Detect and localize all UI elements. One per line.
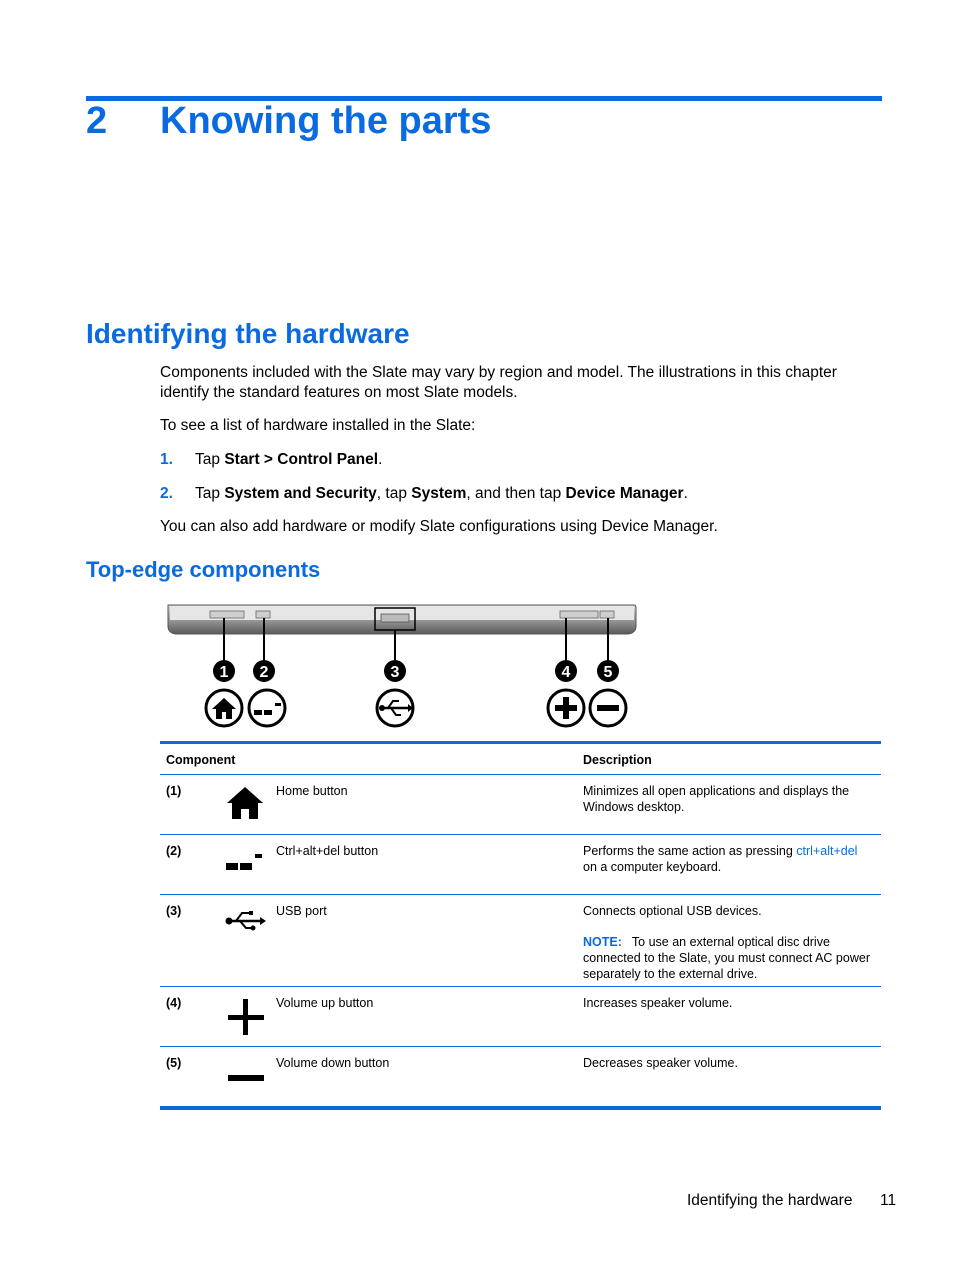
usb-icon: [224, 901, 266, 943]
component-description: Increases speaker volume.: [583, 996, 733, 1010]
table-bottom-rule: [160, 1106, 881, 1110]
component-description: Decreases speaker volume.: [583, 1056, 738, 1070]
component-name: Volume up button: [276, 996, 374, 1010]
step-text: Tap Start > Control Panel.: [195, 451, 383, 468]
callout-5: [597, 660, 619, 682]
svg-text:2: 2: [259, 664, 269, 681]
row-number: (3): [166, 904, 182, 918]
plus-icon: [224, 993, 266, 1035]
svg-text:1: 1: [219, 664, 229, 681]
ctrl-alt-del-badge-icon: [249, 690, 285, 726]
callout-3: [384, 660, 406, 682]
header-component: Component: [166, 753, 236, 767]
subsection-title: Top-edge components: [86, 557, 321, 582]
row-number: (4): [166, 996, 182, 1010]
ctrl-alt-del-link: ctrl+alt+del: [796, 844, 858, 858]
intro-paragraph: Components included with the Slate may vary by region and model. The illustrations in this chapter identify the standard features on most Slate models.: [160, 364, 837, 401]
callout-4: [555, 660, 577, 682]
ctrl-alt-del-icon: [224, 841, 266, 883]
table-row: [160, 987, 881, 1047]
footer-section-title: Identifying the hardware: [687, 1192, 853, 1209]
top-edge-illustration: [160, 600, 640, 735]
component-description: Performs the same action as pressing ctrl+alt+del on a computer keyboard.: [583, 844, 858, 874]
home-badge-icon: [206, 690, 242, 726]
page-number: 11: [880, 1192, 897, 1209]
minus-badge-icon: [590, 690, 626, 726]
step-number: 2.: [160, 485, 173, 502]
component-description: Connects optional USB devices. NOTE: To use an external optical disc drive connected to the Slate, you must connect AC power separately to the external drive.: [583, 903, 873, 982]
step-text: Tap System and Security, tap System, and then tap Device Manager.: [195, 485, 688, 502]
home-icon: [224, 781, 266, 823]
svg-text:4: 4: [561, 664, 571, 681]
minus-icon: [224, 1053, 266, 1095]
note: NOTE: To use an external optical disc drive connected to the Slate, you must connect AC power separately to the external drive.: [583, 935, 870, 981]
table-header: [160, 744, 881, 775]
callout-2: [253, 660, 275, 682]
step-number: 1.: [160, 451, 173, 468]
row-number: (2): [166, 844, 182, 858]
table-row: [160, 1047, 881, 1106]
chapter-number: 2: [86, 100, 108, 142]
component-name: Home button: [276, 784, 348, 798]
usb-badge-icon: [377, 690, 413, 726]
section-title: Identifying the hardware: [86, 318, 410, 349]
table-row: [160, 835, 881, 895]
lead-paragraph: To see a list of hardware installed in the Slate:: [160, 417, 476, 434]
plus-badge-icon: [548, 690, 584, 726]
row-number: (5): [166, 1056, 182, 1070]
component-name: Ctrl+alt+del button: [276, 844, 379, 858]
svg-text:5: 5: [603, 664, 613, 681]
header-description: Description: [583, 753, 652, 767]
table-row: [160, 775, 881, 835]
chapter-title: Knowing the parts: [160, 100, 492, 142]
closing-paragraph: You can also add hardware or modify Slate configurations using Device Manager.: [160, 518, 718, 535]
table-row: [160, 895, 881, 987]
components-table: [160, 741, 881, 1110]
svg-text:3: 3: [390, 664, 400, 681]
component-name: Volume down button: [276, 1056, 390, 1070]
component-name: USB port: [276, 904, 327, 918]
component-description: Minimizes all open applications and displays the Windows desktop.: [583, 784, 850, 814]
callout-1: [213, 660, 235, 682]
row-number: (1): [166, 784, 182, 798]
